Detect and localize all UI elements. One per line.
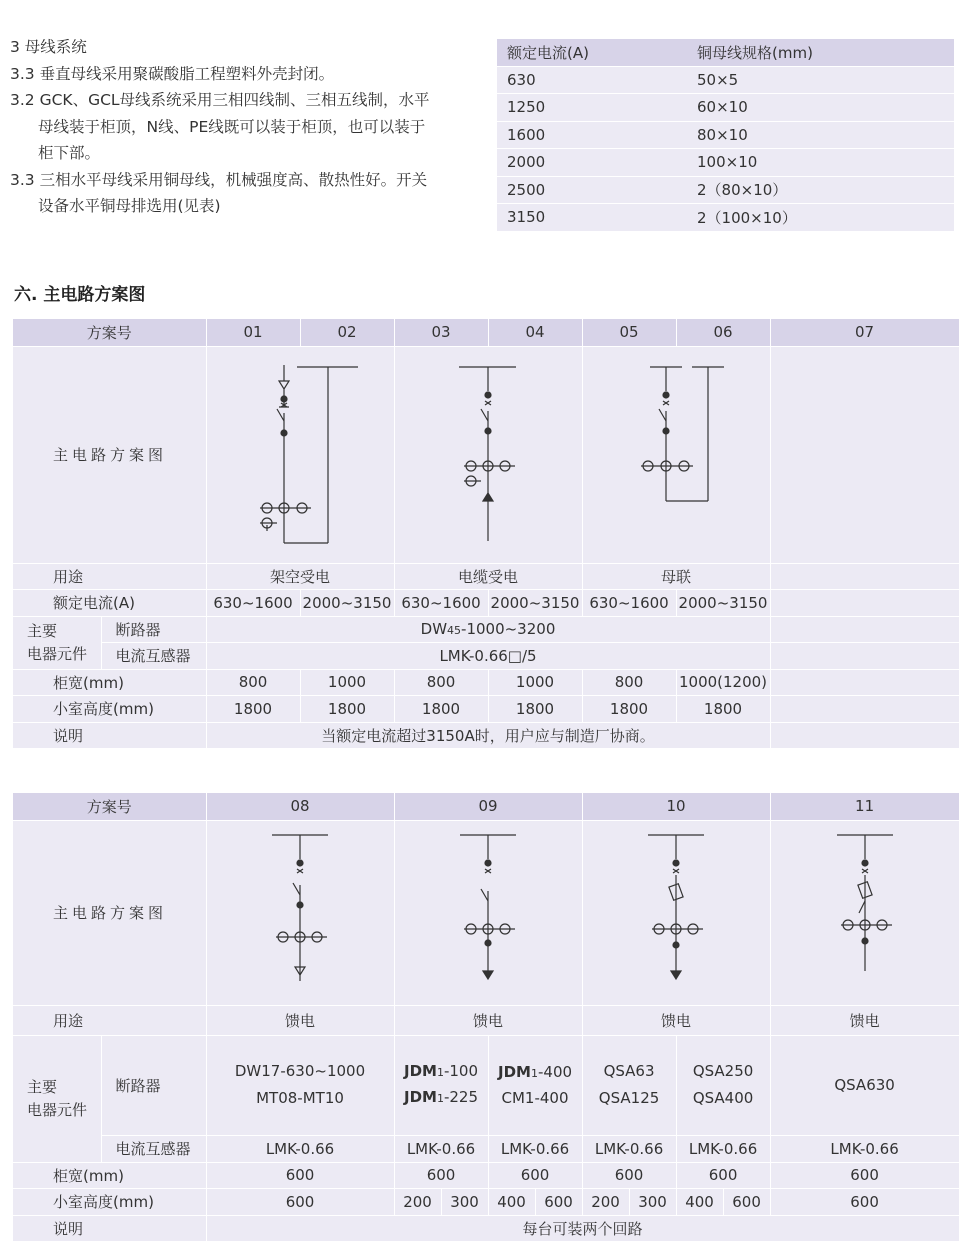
cell: 馈电 [582, 1005, 770, 1035]
circuit-diagram-05-06 [582, 346, 770, 563]
intro-line: 设备水平铜母排选用(见表) [38, 197, 221, 215]
table-row [13, 643, 959, 670]
cell: 1000(1200) [676, 669, 770, 696]
main-components-label [13, 616, 101, 669]
row-label: 断路器 [101, 1035, 206, 1135]
header-cell: 10 [582, 793, 770, 820]
row-label: 柜宽(mm) [13, 1162, 206, 1189]
circuit-diagram-03-04 [394, 346, 582, 563]
cell: LMK-0.66 [582, 1135, 676, 1162]
row-label: 主电路方案图 [13, 820, 206, 1005]
row-label: 说明 [13, 722, 206, 749]
table-row [497, 176, 954, 204]
circuit-diagram-icon [815, 833, 915, 993]
cell: 600 [723, 1189, 770, 1216]
intro-line: 柜下部。 [38, 144, 101, 162]
breaker-model [489, 1060, 582, 1086]
cell [582, 1035, 676, 1135]
breaker-model-prefix: JDM [404, 1062, 437, 1080]
table-row [13, 616, 959, 643]
circuit-diagram-icon [215, 365, 385, 545]
cell: 馈电 [206, 1005, 394, 1035]
cell: 630~1600 [206, 590, 300, 617]
table-header-row [13, 319, 959, 346]
row-label: 柜宽(mm) [13, 669, 206, 696]
breaker-model: MT08-MT10 [256, 1089, 344, 1107]
intro-line: 母线装于柜顶，N线、PE线既可以装于柜顶，也可以装于 [38, 117, 426, 136]
cell: 630~1600 [582, 590, 676, 617]
cell: 600 [206, 1189, 394, 1216]
header-cell: 07 [770, 319, 959, 346]
cell: 630 [497, 66, 687, 94]
circuit-diagram-icon [626, 833, 726, 993]
row-label: 断路器 [101, 616, 206, 643]
cell: 600 [582, 1162, 676, 1189]
circuit-diagram-11 [770, 820, 959, 1005]
table-row [13, 590, 959, 617]
cell [394, 1035, 488, 1135]
table-row [497, 66, 954, 94]
cell: LMK-0.66 [770, 1135, 959, 1162]
cell [676, 1035, 770, 1135]
cell: 2000~3150 [676, 590, 770, 617]
breaker-model: DW17-630~1000 [234, 1062, 366, 1080]
cell: 400 [488, 1189, 535, 1216]
label-line: 主要 [27, 621, 58, 640]
table-row [497, 149, 954, 177]
cell: 300 [441, 1189, 488, 1216]
row-label: 小室高度(mm) [13, 1189, 206, 1216]
cell: 300 [629, 1189, 676, 1216]
note-cell: 每台可装两个回路 [206, 1215, 959, 1242]
main-components-label [13, 1035, 101, 1162]
main-circuit-table-1 [13, 319, 960, 749]
breaker-model-sub: 45 [447, 624, 462, 638]
cell: 800 [394, 669, 488, 696]
header-cell: 额定电流(A) [497, 39, 687, 66]
cell [770, 669, 959, 696]
cell: 1800 [394, 696, 488, 723]
breaker-model-suffix: -400 [537, 1063, 573, 1081]
cell: 600 [535, 1189, 582, 1216]
table-row [497, 204, 954, 232]
circuit-diagram-icon [591, 365, 761, 545]
cell [770, 563, 959, 590]
cell: 600 [394, 1162, 488, 1189]
cell: 架空受电 [206, 563, 394, 590]
circuit-diagram-10 [582, 820, 770, 1005]
table-header-row [13, 793, 959, 820]
cell [770, 722, 959, 749]
cell: LMK-0.66□/5 [206, 643, 770, 670]
breaker-model: QSA400 [692, 1089, 754, 1107]
breaker-model-suffix: -100 [443, 1062, 479, 1080]
header-cell: 09 [394, 793, 582, 820]
header-cell: 08 [206, 793, 394, 820]
cell: 1000 [300, 669, 394, 696]
cell: 200 [582, 1189, 629, 1216]
table-row [13, 1189, 959, 1216]
label-line: 电器元件 [27, 644, 88, 663]
cell [770, 590, 959, 617]
breaker-model: CM1-400 [501, 1089, 569, 1107]
intro-line: 3.3 垂直母线采用聚碳酸脂工程塑料外壳封闭。 [10, 64, 335, 83]
cell: 馈电 [770, 1005, 959, 1035]
circuit-diagram-09 [394, 820, 582, 1005]
cell: 100×10 [687, 149, 954, 177]
cell: 80×10 [687, 121, 954, 149]
cell: 1800 [582, 696, 676, 723]
cell: 3150 [497, 204, 687, 232]
note-cell: 当额定电流超过3150A时，用户应与制造厂协商。 [206, 722, 770, 749]
cell [770, 616, 959, 643]
header-cell: 02 [300, 319, 394, 346]
cell: QSA630 [770, 1035, 959, 1135]
cell: 1800 [488, 696, 582, 723]
cell: 50×5 [687, 66, 954, 94]
cell: 630~1600 [394, 590, 488, 617]
cell [770, 643, 959, 670]
cell: 1800 [206, 696, 300, 723]
cell: 800 [582, 669, 676, 696]
breaker-model: QSA63 [603, 1062, 655, 1080]
circuit-diagram-01-02 [206, 346, 394, 563]
intro-line: 3.3 三相水平母线采用铜母线，机械强度高、散热性好。开关 [10, 170, 428, 189]
cell [206, 616, 770, 643]
row-label: 说明 [13, 1215, 206, 1242]
label-line: 主要 [27, 1077, 58, 1096]
header-cell: 11 [770, 793, 959, 820]
cell: 2（100×10） [687, 204, 954, 232]
breaker-model: QSA250 [692, 1062, 754, 1080]
label-line: 电器元件 [27, 1100, 88, 1119]
intro-line: 3 母线系统 [10, 38, 87, 56]
cell [488, 1035, 582, 1135]
cell: LMK-0.66 [488, 1135, 582, 1162]
header-cell: 06 [676, 319, 770, 346]
breaker-model-suffix: -225 [443, 1088, 479, 1106]
breaker-model-prefix: JDM [404, 1088, 437, 1106]
row-label: 用途 [13, 563, 206, 590]
intro-line: 3.2 GCK、GCL母线系统采用三相四线制、三相五线制，水平 [10, 91, 430, 109]
circuit-diagram-07 [770, 346, 959, 563]
circuit-diagram-08 [206, 820, 394, 1005]
cell: LMK-0.66 [676, 1135, 770, 1162]
section-title: 六. 主电路方案图 [14, 285, 146, 305]
cell: 馈电 [394, 1005, 582, 1035]
cell: 600 [206, 1162, 394, 1189]
diagram-row [13, 820, 959, 1005]
breaker-model [395, 1059, 488, 1085]
row-label: 用途 [13, 1005, 206, 1035]
cell: 60×10 [687, 94, 954, 122]
cell: 600 [676, 1162, 770, 1189]
cell: 1000 [488, 669, 582, 696]
cell: 600 [770, 1189, 959, 1216]
cell: 800 [206, 669, 300, 696]
table-row [13, 563, 959, 590]
row-label: 电流互感器 [101, 643, 206, 670]
cell: LMK-0.66 [206, 1135, 394, 1162]
cell: 600 [488, 1162, 582, 1189]
cell: 400 [676, 1189, 723, 1216]
breaker-model [395, 1085, 488, 1111]
cell [206, 1035, 394, 1135]
header-cell: 方案号 [13, 319, 206, 346]
cell: 600 [770, 1162, 959, 1189]
table-row [13, 1162, 959, 1189]
cell: 2000 [497, 149, 687, 177]
table-row [13, 1215, 959, 1242]
header-cell: 05 [582, 319, 676, 346]
row-label: 额定电流(A) [13, 590, 206, 617]
table-row [13, 669, 959, 696]
table-row [13, 696, 959, 723]
breaker-model-sub: 1 [530, 1067, 538, 1080]
cell: 电缆受电 [394, 563, 582, 590]
cell [770, 696, 959, 723]
cell: 2000~3150 [488, 590, 582, 617]
breaker-model-prefix: JDM [498, 1063, 531, 1081]
cell: 2000~3150 [300, 590, 394, 617]
cell: LMK-0.66 [394, 1135, 488, 1162]
cell: 1600 [497, 121, 687, 149]
cell: 1250 [497, 94, 687, 122]
breaker-range: -1000~3200 [461, 620, 556, 639]
main-circuit-table-2 [13, 793, 960, 1242]
cell: 1800 [676, 696, 770, 723]
cell: 母联 [582, 563, 770, 590]
table-row [13, 722, 959, 749]
circuit-diagram-icon [438, 833, 538, 993]
breaker-model-sub: 1 [436, 1066, 444, 1079]
cell: 200 [394, 1189, 441, 1216]
header-cell: 铜母线规格(mm) [687, 39, 954, 66]
diagram-row [13, 346, 959, 563]
breaker-model-sub: 1 [436, 1092, 444, 1105]
table-row [497, 94, 954, 122]
table-row [13, 1035, 959, 1135]
cell: 2（80×10） [687, 176, 954, 204]
row-label: 电流互感器 [101, 1135, 206, 1162]
busbar-spec-table [497, 39, 954, 232]
busbar-system-text [10, 34, 480, 220]
table-row [13, 1135, 959, 1162]
table-row [13, 1005, 959, 1035]
circuit-diagram-icon [403, 365, 573, 545]
cell: 2500 [497, 176, 687, 204]
circuit-diagram-icon [250, 833, 350, 993]
cell: 1800 [300, 696, 394, 723]
header-cell: 04 [488, 319, 582, 346]
table-header-row [497, 39, 954, 66]
breaker-model: QSA125 [598, 1089, 660, 1107]
header-cell: 01 [206, 319, 300, 346]
table-row [497, 121, 954, 149]
row-label: 小室高度(mm) [13, 696, 206, 723]
row-label: 主电路方案图 [13, 346, 206, 563]
header-cell: 03 [394, 319, 488, 346]
header-cell: 方案号 [13, 793, 206, 820]
breaker-model: DW [420, 620, 448, 639]
